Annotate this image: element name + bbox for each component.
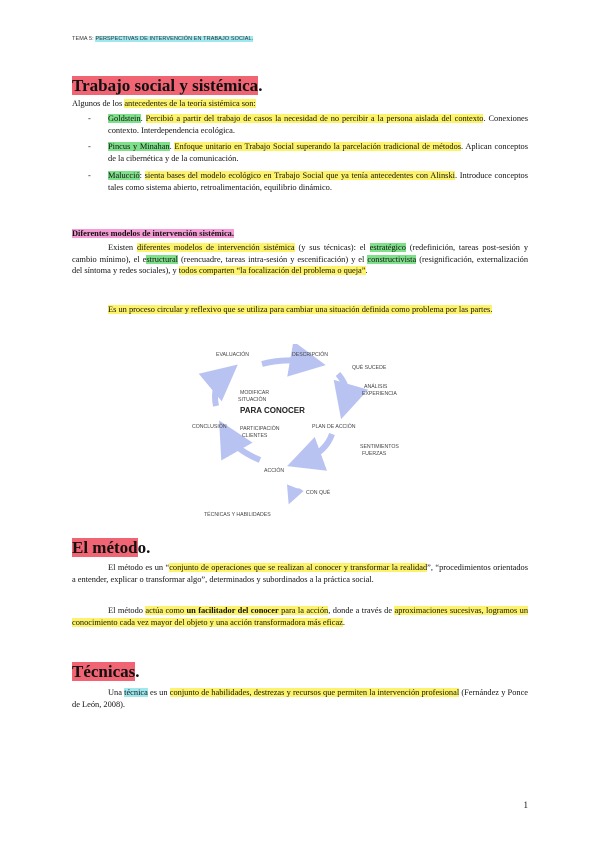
s4p1-e: (Fernández y Ponce de León, 2008). (72, 688, 529, 709)
bullet-1-c: Percibió a partir del trabajo de casos la necesidad de no percibir a la persona aislada del contexto (145, 114, 484, 123)
intro-b: antecedentes de la teoría sistémica son: (124, 99, 256, 108)
subsection-title-modelos (72, 228, 234, 239)
bullet-goldstein (108, 113, 528, 136)
arrow-top (262, 360, 308, 364)
s4p1-d: conjunto de habilidades, destrezas y recursos que permiten la intervención profesional (169, 688, 460, 697)
label-plan-accion: PLAN DE ACCIÓN (312, 424, 356, 430)
diagram-center-label: PARA CONOCER (240, 406, 305, 415)
s3p2-g: . (342, 617, 345, 627)
label-accion: ACCIÓN (264, 468, 285, 474)
s3p2-d: para la acción (278, 606, 329, 615)
bullet-2-c: Enfoque unitario en Trabajo Social superando la parcelación tradicional de métodos (174, 142, 462, 151)
p1-b: diferentes modelos de intervención sistémica (136, 243, 295, 252)
p1-f: structural (146, 254, 179, 264)
s3p2-b: actúa como (145, 606, 187, 615)
label-analisis-2: EXPERIENCIA (362, 391, 397, 397)
bullet-3-a: Malucció (108, 171, 140, 180)
p1-h: constructivista (367, 254, 417, 264)
bullet-malucio (108, 170, 528, 193)
bullet-1-a: Goldstein (108, 114, 141, 123)
section3-title-text: El métod (72, 538, 138, 557)
s4p1-c: es un (147, 688, 170, 697)
s3p1-c: ”, “procedimientos orientados a entender, explicar o transformar algo”, determinados y subordinados a la práctica social. (72, 563, 528, 584)
label-que-sucede: QUÉ SUCEDE (352, 365, 387, 371)
bullet-2-d: . Aplican conceptos de la cibernética y de la comunicación. (108, 142, 528, 163)
s3p1-a: El método es un “ (108, 563, 170, 572)
section-title-metodo (72, 538, 150, 558)
label-descripcion: DESCRIPCIÓN (292, 352, 329, 358)
p2-text: Es un proceso circular y reflexivo que se utiliza para cambiar una situación definida como problema por las partes. (108, 305, 493, 314)
section-title-tecnicas (72, 662, 140, 682)
label-evaluacion: EVALUACIÓN (216, 352, 250, 358)
bullet-3-b: : (139, 171, 145, 180)
page-header (72, 36, 253, 42)
s3p2-e: , donde a través de (328, 606, 395, 615)
p1-i: (resignificación, externalización del síntoma y redes sociales), y (72, 254, 529, 276)
bullet-3-c: sienta bases del modelo ecológico en Trabajo Social que ya tenía antecedentes con Alinski (144, 171, 455, 180)
s3p2-a: El método (108, 606, 146, 615)
arrow-left (215, 376, 224, 406)
section-title-sistemica (72, 76, 262, 96)
p1-d: estratégico (369, 243, 406, 252)
bullet-pincus (108, 141, 528, 164)
modelos-paragraph (72, 242, 528, 277)
label-conclusion: CONCLUSIÓN (192, 424, 227, 430)
label-participacion-2: CLIENTES (242, 433, 268, 439)
bullet-1-d: . Conexiones contexto. Interdependencia ecológica. (108, 114, 528, 135)
label-con-que: CON QUÉ (306, 490, 331, 496)
bullet-1-b: . (140, 114, 146, 123)
arrow-con-que (292, 490, 302, 496)
label-tecnicas: TÉCNICAS Y HABILIDADES (204, 512, 271, 518)
metodo-paragraph-1 (72, 562, 528, 585)
header-title: PERSPECTIVAS DE INTERVENCIÓN EN TRABAJO SOCIAL. (95, 36, 254, 42)
p1-k: . (365, 266, 368, 276)
subsection-title-text: Diferentes modelos de intervención sistémica. (72, 229, 234, 238)
s4p1-b: técnica (124, 688, 148, 697)
page-number: 1 (523, 800, 528, 810)
label-modificar-1: MODIFICAR (240, 390, 270, 396)
p1-j: todos comparten “la focalización del problema o queja” (178, 266, 366, 276)
label-analisis-1: ANÁLISIS (364, 384, 388, 390)
section3-title-tail: o. (137, 538, 151, 557)
header-prefix: TEMA 5: (72, 36, 94, 42)
s3p2-c: un facilitador del conocer (186, 606, 279, 615)
metodo-paragraph-2 (72, 605, 528, 628)
section-title-text: Trabajo social y sistémica (72, 76, 259, 95)
label-sentimientos-2: FUERZAS (362, 451, 387, 457)
bullet-dash-1: - (88, 114, 91, 123)
p1-g: (reencuadre, tareas intra-sesión y escenificación) y el (178, 254, 368, 264)
tecnicas-paragraph (72, 687, 528, 710)
intro-text (72, 98, 528, 110)
section-title-dot: . (258, 76, 263, 95)
bullet-dash-3: - (88, 171, 91, 180)
label-participacion-1: PARTICIPACIÓN (240, 426, 280, 432)
bullet-2-b: . (169, 142, 175, 151)
p1-a: Existen (108, 243, 137, 252)
s4p1-a: Una (108, 688, 125, 697)
section4-title-dot: . (135, 662, 140, 681)
label-modificar-2: SITUACIÓN (238, 397, 267, 403)
process-cycle-diagram (180, 344, 420, 524)
p1-e: (redefinición, tareas post-sesión y cambio mínimo), el e (72, 243, 529, 264)
intro-a: Algunos de los (72, 99, 125, 108)
proceso-paragraph (72, 304, 528, 316)
section4-title-text: Técnicas (72, 662, 136, 681)
arrow-right-top (338, 374, 347, 402)
s3p2-f: aproximaciones sucesivas, logramos un conocimiento cada vez mayor del objeto y una acción transformadora más eficaz (72, 606, 529, 627)
bullet-2-a: Pincus y Minahan (108, 142, 170, 151)
bullet-3-d: . Introduce conceptos tales como sistema abierto, retroalimentación, equilibrio dinámico. (108, 171, 528, 192)
s3p1-b: conjunto de operaciones que se realizan al conocer y transformar la realidad (169, 563, 428, 572)
arrow-right-bottom (304, 434, 332, 460)
bullet-dash-2: - (88, 142, 91, 151)
p1-c: (y sus técnicas): el (294, 243, 370, 252)
arrow-bottom-left (228, 436, 260, 460)
label-sentimientos-1: SENTIMIENTOS (360, 444, 399, 450)
